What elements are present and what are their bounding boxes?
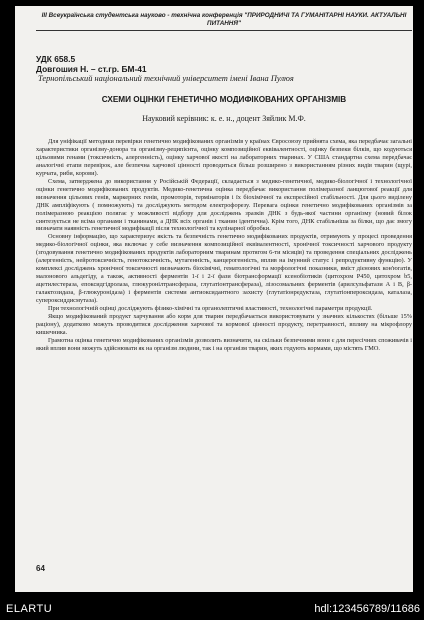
paragraph: Грамотна оцінка генетично модифікованих організмів дозволить визначити, на скільки безпечними вони є для пересічних споживачів і який вплив вони можуть здійснювати як на організм людини, так і на організм тварин, яких годують кормами, що містять ГМО. [36,336,412,352]
page-number: 64 [36,564,45,573]
paragraph: Якщо модифікований продукт харчування або корм для тварин передбачається використовувати у значних кількостях (більше 15% раціону), додатково можуть проводитися дослідження харчової та кормової цінності продукту, перетравності, впливу на мікрофлору кишечника. [36,312,412,336]
udk-code: УДК 658.5 [36,54,76,64]
article-title: СХЕМИ ОЦІНКИ ГЕНЕТИЧНО МОДИФІКОВАНИХ ОРГАНІЗМІВ [101,95,347,104]
viewer-footer [0,598,424,620]
author-line: Довгошия Н. – ст.гр. БМ-41 [36,64,147,74]
conference-header: III Всеукраїнська студентська науково - технічна конференція "ПРИРОДНИЧІ ТА ГУМАНІТАРНІ НАУКИ. АКТУАЛЬНІ ПИТАННЯ" [41,12,407,27]
paragraph: Для уніфікації методики перевірки генетично модифікованих організмів у країнах Євросоюзу прийнята схема, яка передбачає загальні характеристики організму-донора та організму-реципієнта, оцінку композиційної еквівалентності, оцінку безпеки білків, що кодуються цільовими генами (токсичність, алергенність), оцінку харчової якості на лабораторних тваринах. У США стандартна схема передбачає аналогічні етапи перевірок, але безпечна харчової цінності проводиться більш розширено з використанням різних видів тварин (щурі, курчата, риби, корови). [36,138,412,177]
scientific-supervisor: Науковий керівник: к. е. н., доцент Зяйлик М.Ф. [142,114,306,123]
repository-name: ELARTU [6,603,53,615]
article-content [36,54,412,353]
article-body [36,138,412,353]
author-affiliation: Тернопільський національний технічний університет імені Івана Пулюя [38,74,294,83]
paragraph: При технологічній оцінці досліджують фізико-хімічні та органолептичні властивості, технологічні параметри продукції. [48,305,373,313]
paragraph: Основну інформацію, що характеризує якість та безпечність генетично модифікованих продуктів, отримують у процесі проведення медико-біологічної оцінки, яка включає у себе визначення композиційної еквівалентності, хронічної токсичності харчового продукту (згодовування генетично модифікованих продуктів лабораторним тваринам протягом 6-ти місяців) та проведення спеціальних досліджень (алергенність, нейротоксичність, генотоксичність, мутагенність, канцерогенність, вплив на імунний статус і репродуктивну функцію). У комплексі досліджень хронічної токсичності визначають біохімічні, гематологічні та морфологічні показники, вміст дієнових кон'югатів, малонового альдегіду, а також, активності ферментів 1-ї і 2-ї фази біотрансформації ксенобіотиків (цитохром Р450, цитохром b5, ацетилестераза, епоксидгідролаза, глюкуронілтрансфераза, глутатіонтрансфераза), лізосомальних ферментів (арилсульфатази А і В, β-галактозидаза, β-глюкуронідаза) і ферментів системи антиоксидантного захисту (глутатіонредуктаза, глутатіонпероксидаза, каталаза, супероксиддисмутаза). [36,233,412,305]
paragraph: Схема, затверджена до використання у Російській Федерації, складається з медико-генетичної, медико-біологічної і технологічної оцінки генетично модифікованих продуктів. Медико-генетична оцінка передбачає використання полімеразної ланцюгової реакції для визначення цільових генів, маркерних генів, промоторів, термінаторів і їх біохімічної та експресійної стабільності. Для цього виділену ДНК ампліфікують ( помножують) та досліджують методом електрофорезу. Перевага оцінки генетично модифікованих організмів за полімеразною реакцією полягає у можливості відбору для досліджень зразків ДНК з будь-якої частини організму (новий білок синтезується не всіма органами і тканинами, а ДНК всіх органів і тканин ідентична). Крім того, ДНК стабільніша за білки, що дає змогу визначати наявність генетичної модифікації після технологічної та кулінарної обробки. [36,177,412,233]
handle-identifier: hdl:123456789/11686 [314,603,420,615]
header-rule [36,30,412,31]
